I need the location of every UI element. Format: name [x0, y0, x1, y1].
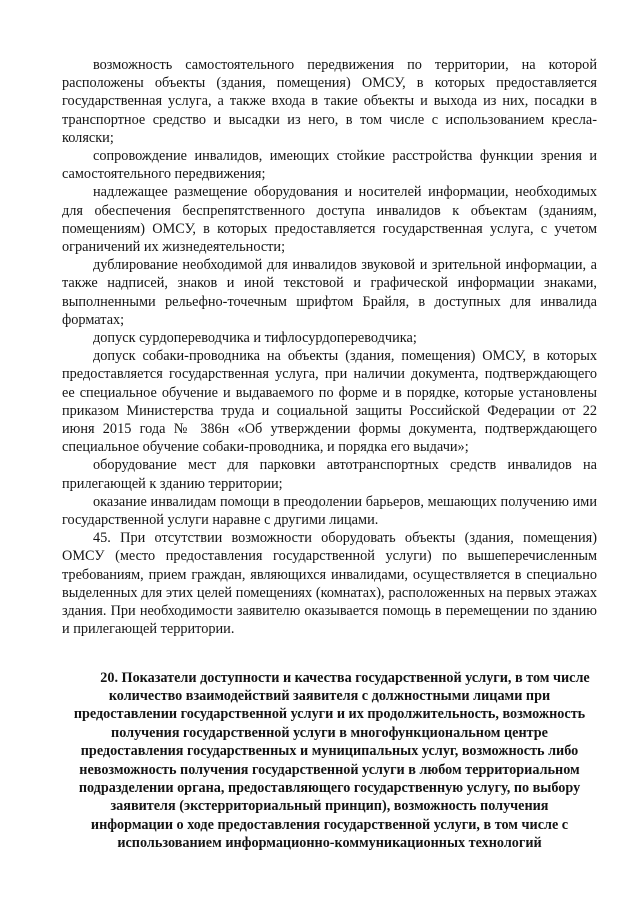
paragraph-escort: сопровождение инвалидов, имеющих стойкие расстройства функции зрения и самостоятельного передвижения;	[62, 148, 597, 183]
paragraph-parking: оборудование мест для парковки автотранспортных средств инвалидов на прилегающей к зданию территории;	[62, 457, 597, 492]
paragraph-guide-dog: допуск собаки-проводника на объекты (здания, помещения) ОМСУ, в которых предоставляется государственная услуга, при наличии документа, подтверждающего ее специальное обучение и выдаваемого по форме и в порядке, которые установлены приказом Министерства труда и социальной защиты Российской Федерации от 22 июня 2015 года № 386н «Об утверждении формы документа, подтверждающего специальное обучение собаки-проводника, и порядка его выдачи»;	[62, 348, 597, 456]
paragraph-item-45: 45. При отсутствии возможности оборудовать объекты (здания, помещения) ОМСУ (место предоставления государственной услуги) по вышеперечисленным требованиям, прием граждан, являющихся инвалидами, осуществляется в специально выделенных для этих целей помещениях (комнатах), расположенных на первых этажах здания. При необходимости заявителю оказывается помощь в перемещении по зданию и прилегающей территории.	[62, 530, 597, 638]
paragraph-mobility-access: возможность самостоятельного передвижения по территории, на которой расположены объекты (здания, помещения) ОМСУ, в которых предоставляется государственная услуга, а также входа в такие объекты и выхода из них, посадки в транспортное средство и высадки из него, в том числе с использованием кресла-коляски;	[62, 57, 597, 146]
section-heading-20: 20. Показатели доступности и качества государственной услуги, в том числе количество взаимодействий заявителя с должностными лицами при предоставлении государственной услуги и их продолжительность, возможность получения государственной услуги в многофункциональном центре предоставления государственных и муниципальных услуг, возможность либо невозможность получения государственной услуги в любом территориальном подразделении органа, предоставляющего государственную услугу, по выбору заявителя (экстерриториальный принцип), возможность получения информации о ходе предоставления государственной услуги, в том числе с использованием информационно-коммуникационных технологий	[73, 669, 590, 852]
paragraph-equipment-placement: надлежащее размещение оборудования и носителей информации, необходимых для обеспечения беспрепятственного доступа инвалидов к объектам (зданиям, помещениям) ОМСУ, в которых предоставляется государственная услуга, с учетом ограничений их жизнедеятельности;	[62, 184, 597, 256]
document-page	[62, 56, 597, 853]
paragraph-sign-interpreter: допуск сурдопереводчика и тифлосурдопереводчика;	[93, 330, 417, 347]
paragraph-assistance: оказание инвалидам помощи в преодолении барьеров, мешающих получению ими государственной услуги наравне с другими лицами.	[62, 493, 597, 529]
paragraph-information-duplication: дублирование необходимой для инвалидов звуковой и зрительной информации, а также надписей, знаков и иной текстовой и графической информации знаками, выполненными рельефно-точечным шрифтом Брайля, в доступных для инвалида форматах;	[62, 257, 597, 328]
